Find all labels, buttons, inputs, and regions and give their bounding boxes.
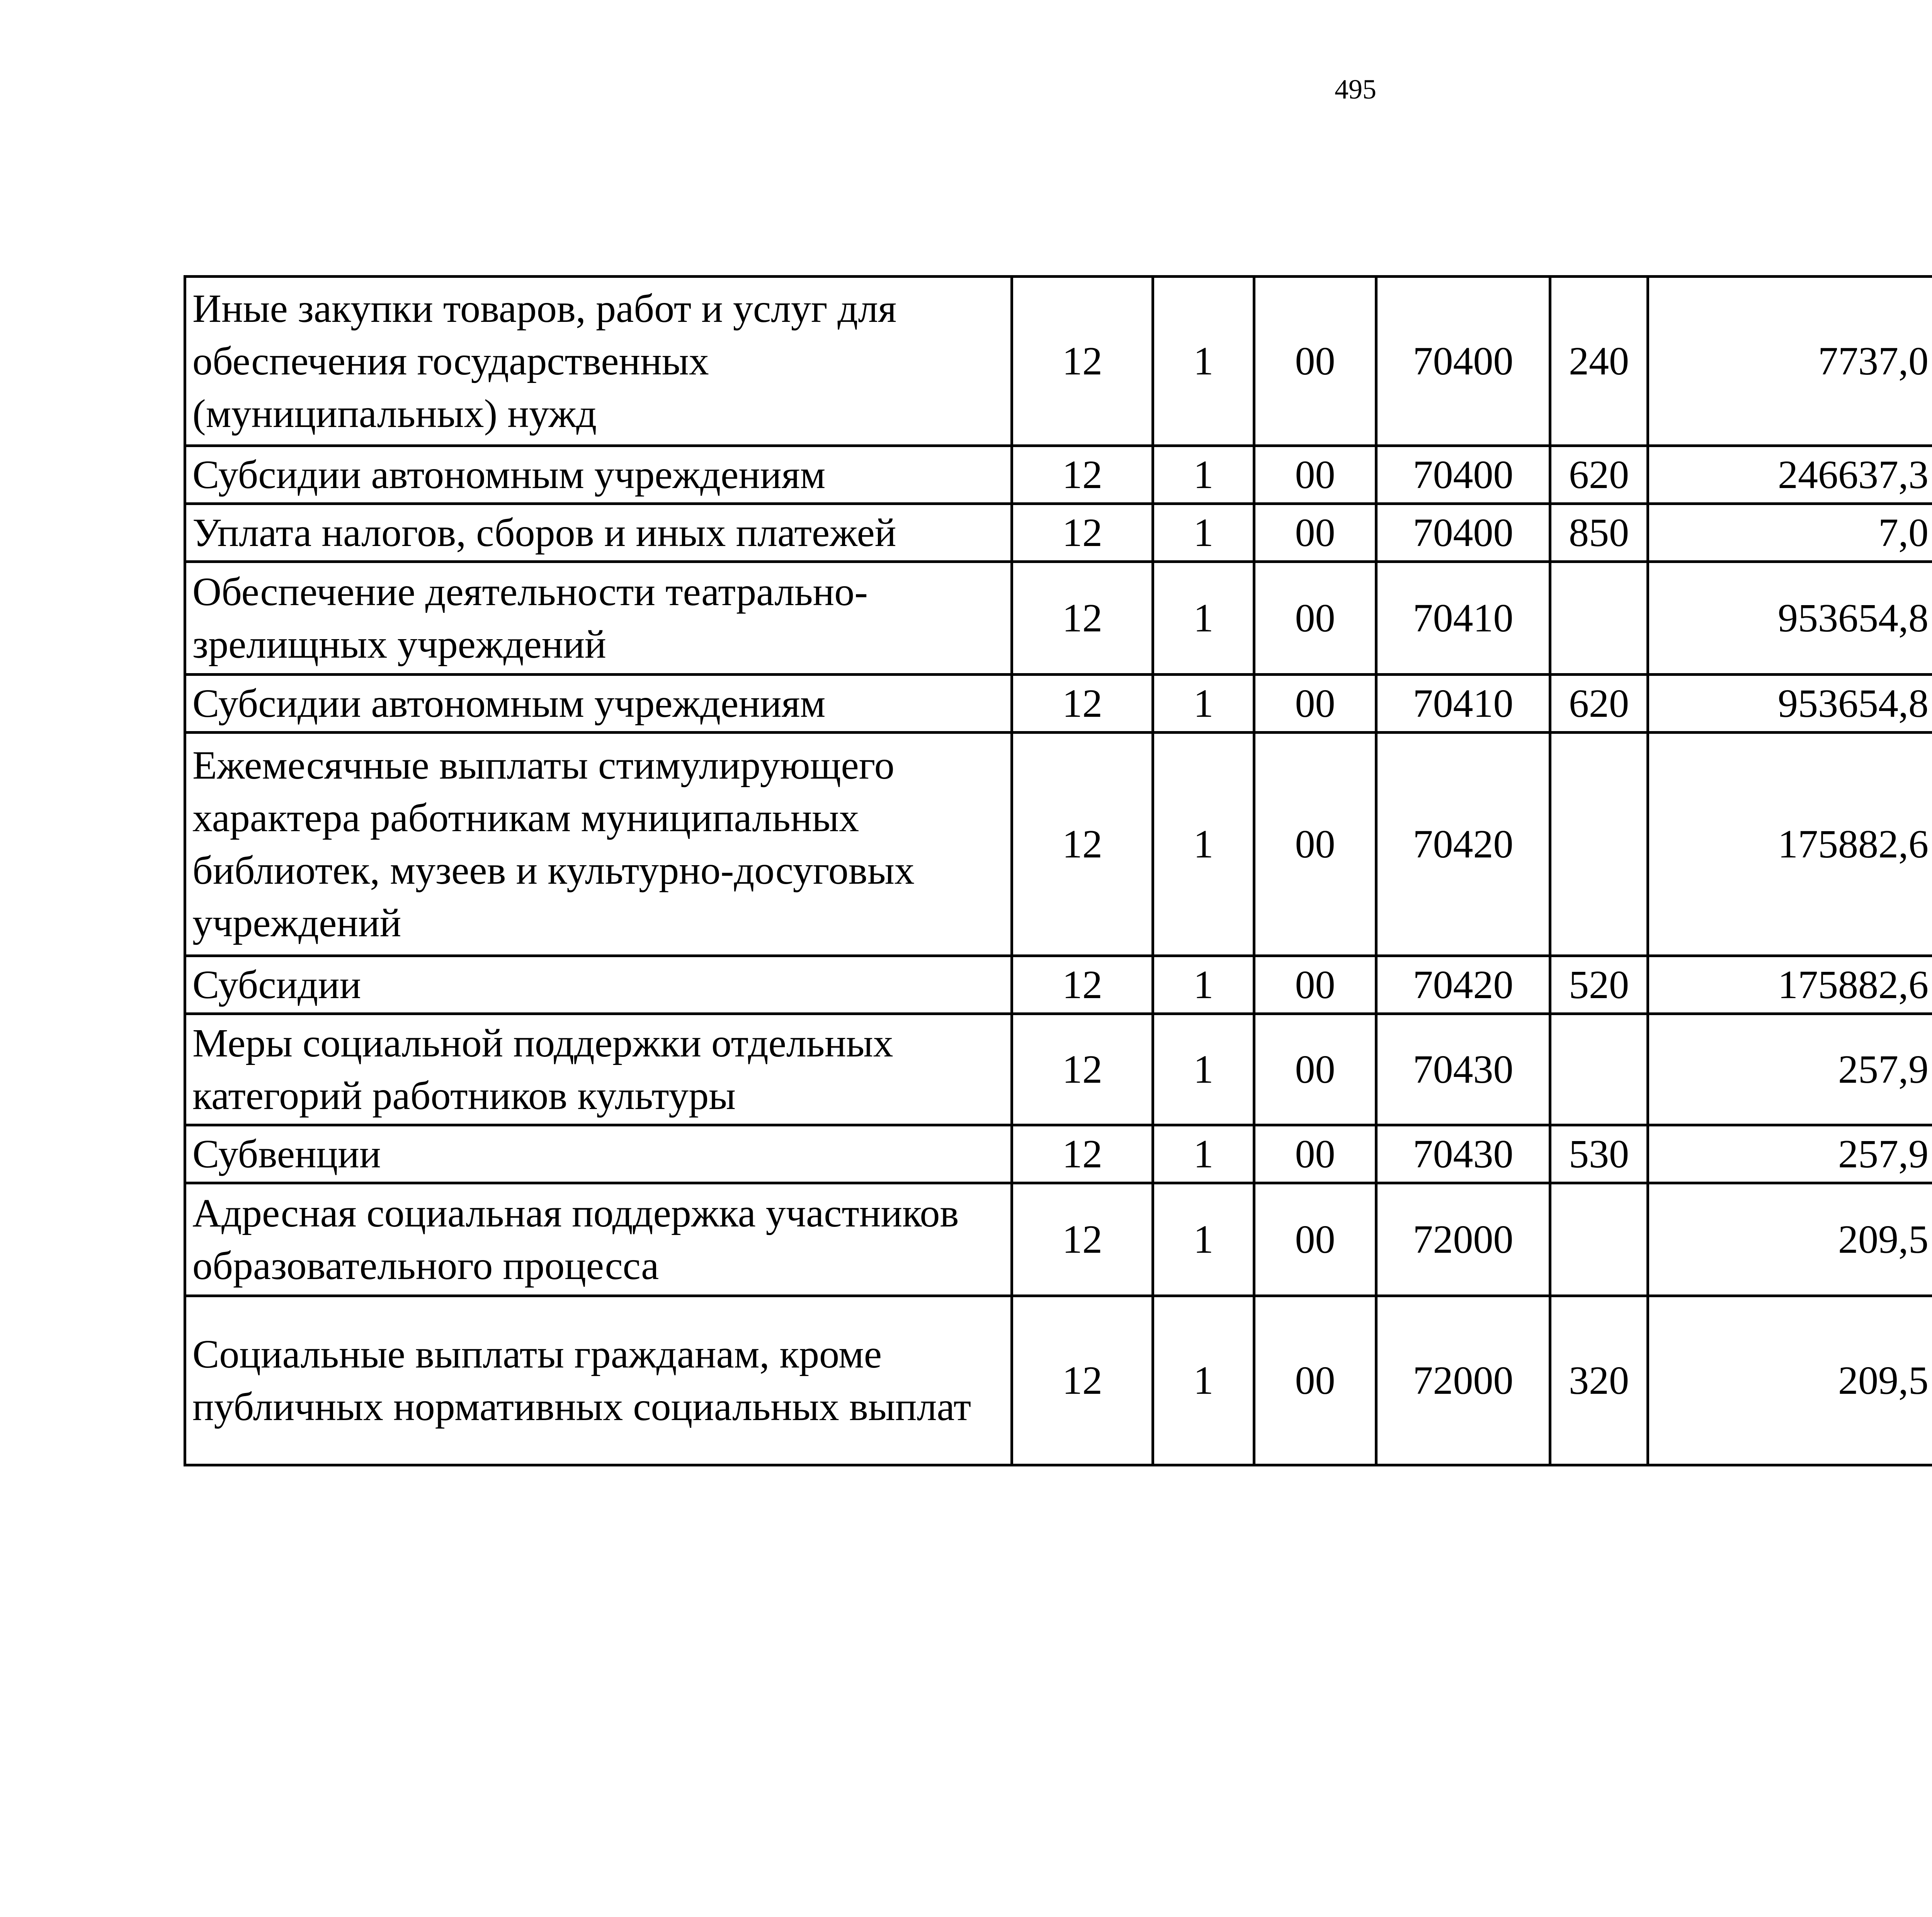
code-cell: 70400 — [1376, 277, 1550, 446]
code-cell: 00 — [1254, 277, 1376, 446]
code-cell: 520 — [1550, 956, 1648, 1014]
code-cell: 12 — [1012, 1014, 1153, 1125]
table-row — [185, 733, 1932, 956]
row-name-cell: Иные закупки товаров, работ и услуг для обеспечения государственных (муниципальных) нужд — [185, 277, 1012, 446]
code-cell: 1 — [1153, 1014, 1254, 1125]
code-cell: 70410 — [1376, 562, 1550, 675]
code-cell: 1 — [1153, 504, 1254, 562]
code-cell: 1 — [1153, 1125, 1254, 1183]
code-cell: 12 — [1012, 1183, 1153, 1296]
page-number: 495 — [1335, 74, 1376, 105]
table-row — [185, 1125, 1932, 1183]
code-cell: 12 — [1012, 733, 1153, 956]
code-cell: 1 — [1153, 446, 1254, 504]
table-row — [185, 277, 1932, 446]
code-cell: 1 — [1153, 1183, 1254, 1296]
row-name-cell: Субсидии автономным учреждениям — [185, 446, 1012, 504]
code-cell: 70430 — [1376, 1125, 1550, 1183]
value-cell: 257,9 — [1648, 1014, 1932, 1125]
row-name-cell: Субсидии — [185, 956, 1012, 1014]
code-cell: 850 — [1550, 504, 1648, 562]
row-name-cell: Ежемесячные выплаты стимулирующего характера работникам муниципальных библиотек, музеев и культурно-досуговых учреждений — [185, 733, 1012, 956]
code-cell: 12 — [1012, 675, 1153, 733]
table-row — [185, 1014, 1932, 1125]
code-cell: 12 — [1012, 1296, 1153, 1465]
value-cell: 953654,8 — [1648, 675, 1932, 733]
value-cell: 209,5 — [1648, 1183, 1932, 1296]
row-name-cell: Субсидии автономным учреждениям — [185, 675, 1012, 733]
code-cell: 00 — [1254, 446, 1376, 504]
table-row — [185, 504, 1932, 562]
code-cell: 70430 — [1376, 1014, 1550, 1125]
code-cell: 12 — [1012, 504, 1153, 562]
code-cell: 70420 — [1376, 956, 1550, 1014]
value-cell: 175882,6 — [1648, 956, 1932, 1014]
code-cell: 530 — [1550, 1125, 1648, 1183]
code-cell: 00 — [1254, 1183, 1376, 1296]
code-cell: 1 — [1153, 675, 1254, 733]
value-cell: 7737,0 — [1648, 277, 1932, 446]
code-cell: 00 — [1254, 1014, 1376, 1125]
code-cell: 1 — [1153, 733, 1254, 956]
code-cell: 00 — [1254, 504, 1376, 562]
code-cell — [1550, 1014, 1648, 1125]
code-cell: 12 — [1012, 277, 1153, 446]
code-cell: 72000 — [1376, 1183, 1550, 1296]
code-cell: 00 — [1254, 1125, 1376, 1183]
code-cell: 620 — [1550, 446, 1648, 504]
row-name-cell: Социальные выплаты гражданам, кроме публичных нормативных социальных выплат — [185, 1296, 1012, 1465]
code-cell: 70400 — [1376, 446, 1550, 504]
value-cell: 7,0 — [1648, 504, 1932, 562]
code-cell: 620 — [1550, 675, 1648, 733]
code-cell: 70400 — [1376, 504, 1550, 562]
code-cell: 12 — [1012, 446, 1153, 504]
row-name-cell: Обеспечение деятельности театрально-зрелищных учреждений — [185, 562, 1012, 675]
table-row — [185, 446, 1932, 504]
code-cell: 320 — [1550, 1296, 1648, 1465]
code-cell — [1550, 733, 1648, 956]
code-cell: 00 — [1254, 1296, 1376, 1465]
row-name-cell: Уплата налогов, сборов и иных платежей — [185, 504, 1012, 562]
code-cell — [1550, 1183, 1648, 1296]
code-cell: 1 — [1153, 562, 1254, 675]
code-cell — [1550, 562, 1648, 675]
value-cell: 175882,6 — [1648, 733, 1932, 956]
table-row — [185, 562, 1932, 675]
value-cell: 953654,8 — [1648, 562, 1932, 675]
code-cell: 1 — [1153, 1296, 1254, 1465]
code-cell: 1 — [1153, 277, 1254, 446]
code-cell: 240 — [1550, 277, 1648, 446]
value-cell: 209,5 — [1648, 1296, 1932, 1465]
code-cell: 12 — [1012, 1125, 1153, 1183]
table-row — [185, 1183, 1932, 1296]
code-cell: 00 — [1254, 675, 1376, 733]
table-row — [185, 675, 1932, 733]
table-row — [185, 956, 1932, 1014]
value-cell: 246637,3 — [1648, 446, 1932, 504]
value-cell: 257,9 — [1648, 1125, 1932, 1183]
code-cell: 00 — [1254, 956, 1376, 1014]
budget-table — [184, 275, 1932, 1466]
code-cell: 1 — [1153, 956, 1254, 1014]
row-name-cell: Меры социальной поддержки отдельных категорий работников культуры — [185, 1014, 1012, 1125]
code-cell: 72000 — [1376, 1296, 1550, 1465]
code-cell: 70410 — [1376, 675, 1550, 733]
row-name-cell: Субвенции — [185, 1125, 1012, 1183]
row-name-cell: Адресная социальная поддержка участников образовательного процесса — [185, 1183, 1012, 1296]
code-cell: 00 — [1254, 733, 1376, 956]
code-cell: 12 — [1012, 562, 1153, 675]
code-cell: 00 — [1254, 562, 1376, 675]
code-cell: 70420 — [1376, 733, 1550, 956]
code-cell: 12 — [1012, 956, 1153, 1014]
table-row — [185, 1296, 1932, 1465]
